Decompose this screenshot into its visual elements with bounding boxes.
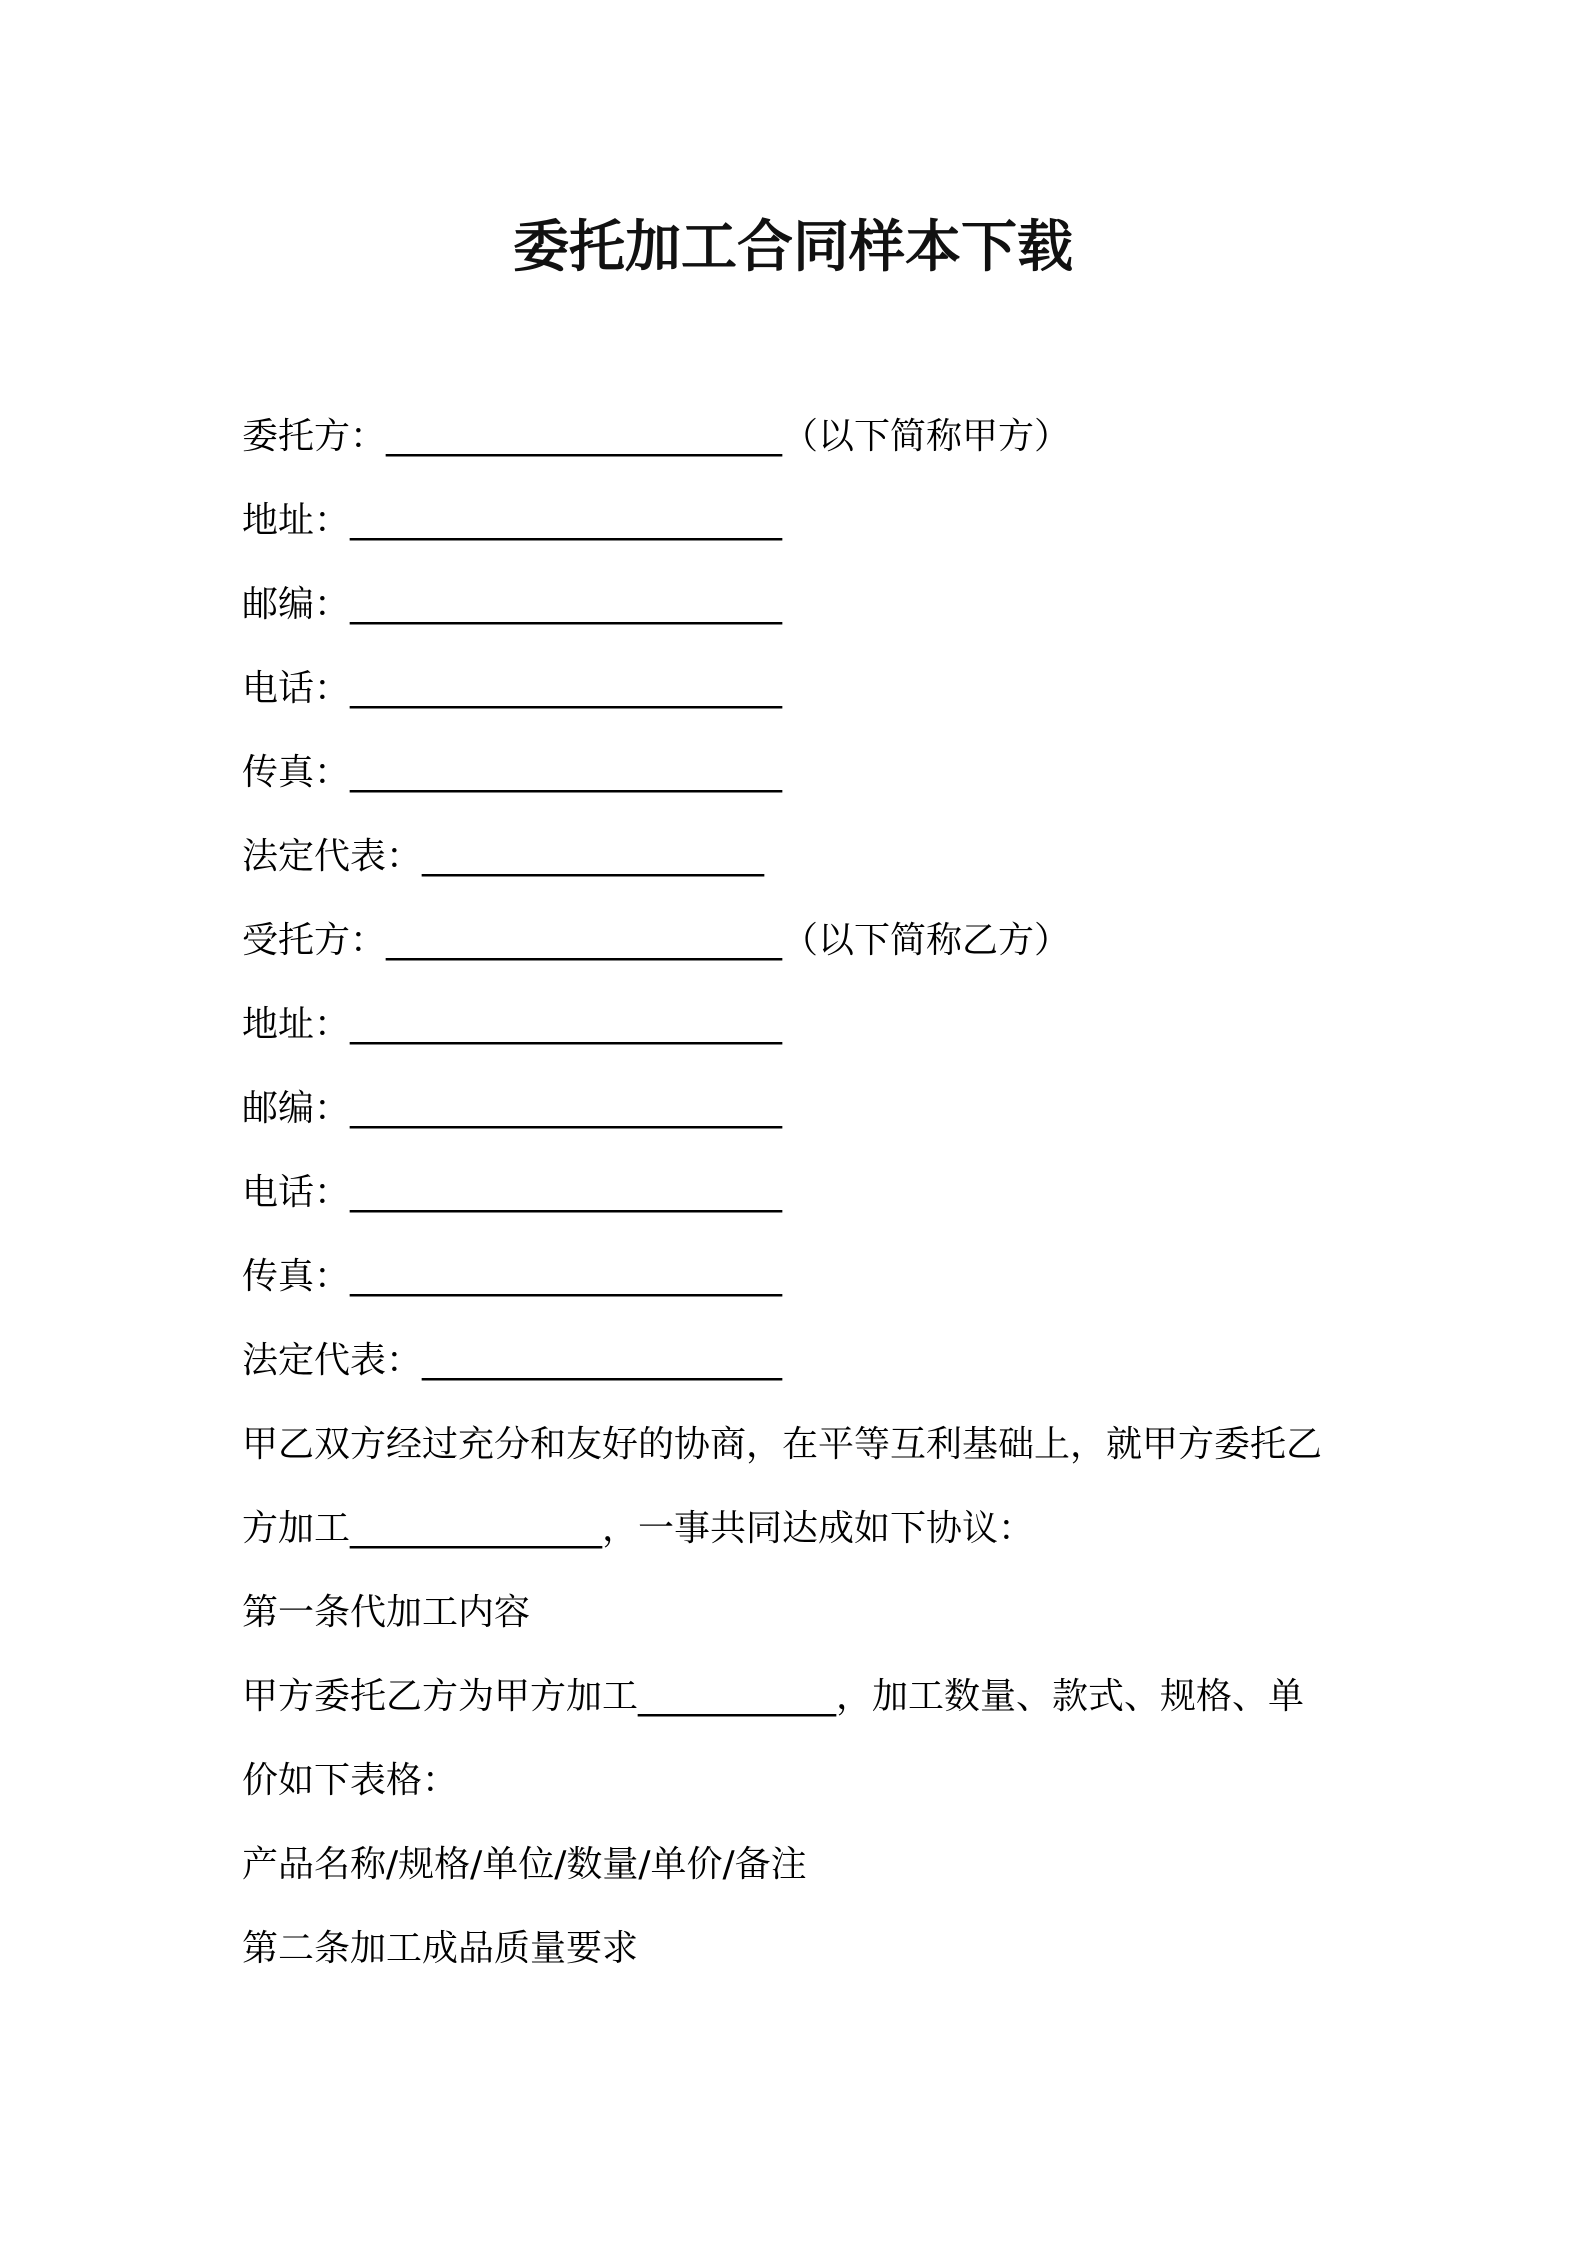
article-1-body-line-1: 甲方委托乙方为甲方加工___________，加工数量、款式、规格、单 bbox=[242, 1676, 1305, 1717]
field-blank: ___________________ bbox=[422, 836, 765, 877]
field-label: 法定代表： bbox=[242, 1340, 423, 1381]
field-label: 地址： bbox=[242, 1004, 351, 1045]
field-blank: ________________________ bbox=[350, 1004, 783, 1045]
party-a-postcode-line bbox=[242, 563, 1462, 647]
party-b-legal-rep-line bbox=[242, 1319, 1462, 1403]
party-b-blank: ______________________ bbox=[386, 920, 783, 961]
party-a-address-line bbox=[242, 479, 1462, 563]
party-a-blank: ______________________ bbox=[386, 416, 783, 457]
article-1-body-line-2: 价如下表格： bbox=[242, 1760, 459, 1801]
field-blank: ________________________ bbox=[350, 752, 783, 793]
field-label: 传真： bbox=[242, 752, 351, 793]
field-label: 地址： bbox=[242, 500, 351, 541]
field-label: 邮编： bbox=[242, 584, 351, 625]
field-blank: ________________________ bbox=[350, 584, 783, 625]
preamble-line-1: 甲乙双方经过充分和友好的协商，在平等互利基础上，就甲方委托乙 bbox=[242, 1424, 1323, 1465]
party-b-address-line bbox=[242, 983, 1462, 1067]
preamble-line-2: 方加工______________，一事共同达成如下协议： bbox=[242, 1508, 1035, 1549]
party-a-phone-line bbox=[242, 647, 1462, 731]
party-a-legal-rep-line bbox=[242, 815, 1462, 899]
party-a-line bbox=[242, 395, 1462, 479]
field-label: 法定代表： bbox=[242, 836, 423, 877]
party-b-postcode-line bbox=[242, 1067, 1462, 1151]
contract-body bbox=[242, 395, 1462, 1991]
field-blank: ________________________ bbox=[350, 1256, 783, 1297]
field-blank: ________________________ bbox=[350, 500, 783, 541]
party-b-phone-line bbox=[242, 1151, 1462, 1235]
party-a-note: （以下简称甲方） bbox=[782, 416, 1071, 457]
party-a-label: 委托方： bbox=[242, 416, 387, 457]
party-b-note: （以下简称乙方） bbox=[782, 920, 1071, 961]
field-blank: ________________________ bbox=[350, 668, 783, 709]
party-b-fax-line bbox=[242, 1235, 1462, 1319]
party-b-line bbox=[242, 899, 1462, 983]
document-title: 委托加工合同样本下载 bbox=[513, 215, 1073, 280]
field-blank: ________________________ bbox=[350, 1172, 783, 1213]
field-label: 电话： bbox=[242, 668, 351, 709]
field-label: 邮编： bbox=[242, 1088, 351, 1129]
article-1-table-header: 产品名称/规格/单位/数量/单价/备注 bbox=[242, 1844, 807, 1885]
party-a-fax-line bbox=[242, 731, 1462, 815]
article-1-heading: 第一条代加工内容 bbox=[242, 1592, 531, 1633]
field-blank: ________________________ bbox=[350, 1088, 783, 1129]
field-blank: ____________________ bbox=[422, 1340, 783, 1381]
field-label: 电话： bbox=[242, 1172, 351, 1213]
field-label: 传真： bbox=[242, 1256, 351, 1297]
party-b-label: 受托方： bbox=[242, 920, 387, 961]
article-2-heading: 第二条加工成品质量要求 bbox=[242, 1928, 639, 1969]
